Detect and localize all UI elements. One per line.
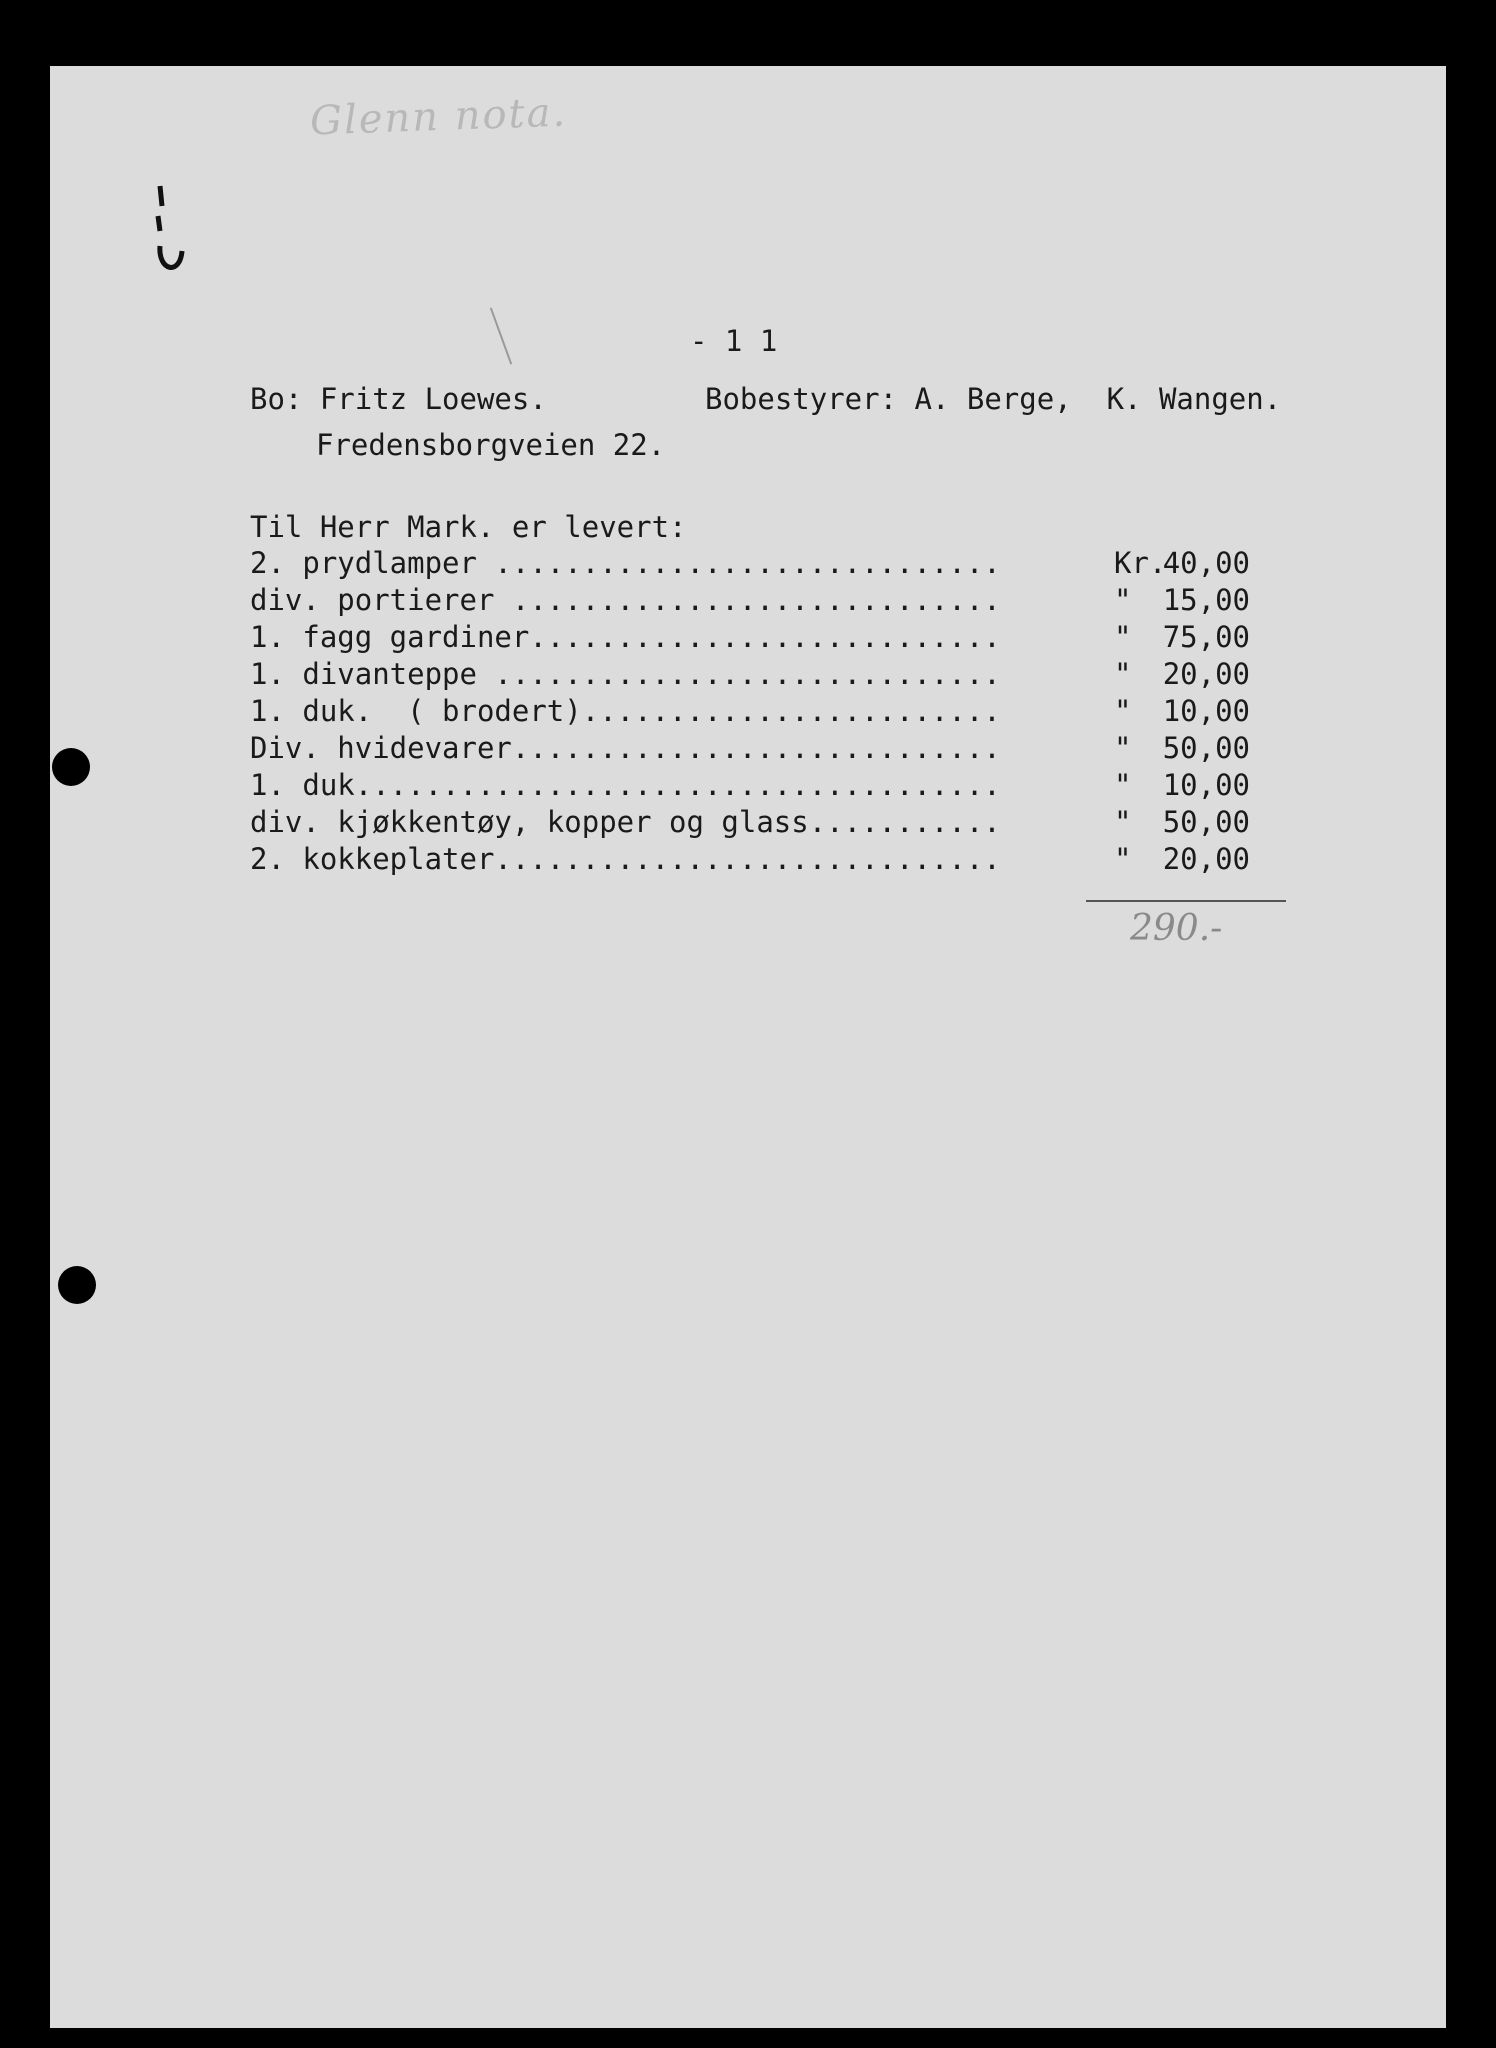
sum-rule xyxy=(1086,900,1286,902)
list-item xyxy=(250,805,1300,842)
item-description: Div. hvidevarer............................ xyxy=(250,731,1001,765)
estate-address: Fredensborgveien 22. xyxy=(316,428,666,462)
item-description: 1. fagg gardiner........................... xyxy=(250,620,1001,654)
staple-mark xyxy=(150,176,190,296)
list-item xyxy=(250,731,1300,768)
item-amount: 10,00 xyxy=(1162,694,1250,728)
list-item xyxy=(250,620,1300,657)
list-item xyxy=(250,694,1300,731)
list-item xyxy=(250,768,1300,805)
item-description: 2. kokkeplater............................. xyxy=(250,842,1001,876)
item-amount: 75,00 xyxy=(1162,620,1250,654)
estate-managers: Bobestyrer: A. Berge, K. Wangen. xyxy=(705,382,1282,416)
delivery-intro: Til Herr Mark. er levert: xyxy=(250,510,687,544)
item-amount: 20,00 xyxy=(1162,657,1250,691)
item-amount: 50,00 xyxy=(1162,805,1250,839)
item-unit: " xyxy=(1114,768,1132,802)
item-description: div. portierer ............................ xyxy=(250,583,1001,617)
page-number: - 1 1 xyxy=(690,324,778,358)
item-list xyxy=(250,546,1300,879)
handwritten-note: Glenn nota. xyxy=(309,89,568,145)
item-unit: " xyxy=(1114,583,1132,617)
item-description: 1. duk..................................... xyxy=(250,768,1001,802)
item-amount: 15,00 xyxy=(1162,583,1250,617)
handwritten-total: 290.- xyxy=(1130,908,1223,949)
item-unit: Kr. xyxy=(1114,546,1167,580)
item-unit: " xyxy=(1114,731,1132,765)
item-description: 1. divanteppe ............................. xyxy=(250,657,1001,691)
item-description: div. kjøkkentøy, kopper og glass........... xyxy=(250,805,1001,839)
list-item xyxy=(250,583,1300,620)
item-amount: 20,00 xyxy=(1162,842,1250,876)
punch-hole xyxy=(52,748,90,786)
item-unit: " xyxy=(1114,694,1132,728)
list-item xyxy=(250,842,1300,879)
estate-name: Bo: Fritz Loewes. xyxy=(250,382,547,416)
punch-hole xyxy=(58,1266,96,1304)
item-description: 2. prydlamper ............................. xyxy=(250,546,1001,580)
item-amount: 50,00 xyxy=(1162,731,1250,765)
item-amount: 10,00 xyxy=(1162,768,1250,802)
item-unit: " xyxy=(1114,657,1132,691)
item-unit: " xyxy=(1114,805,1132,839)
document-page xyxy=(50,66,1446,2028)
list-item xyxy=(250,657,1300,694)
list-item xyxy=(250,546,1300,583)
item-description: 1. duk. ( brodert)........................ xyxy=(250,694,1001,728)
item-amount: 40,00 xyxy=(1162,546,1250,580)
item-unit: " xyxy=(1114,842,1132,876)
pencil-stroke xyxy=(490,307,512,364)
item-unit: " xyxy=(1114,620,1132,654)
